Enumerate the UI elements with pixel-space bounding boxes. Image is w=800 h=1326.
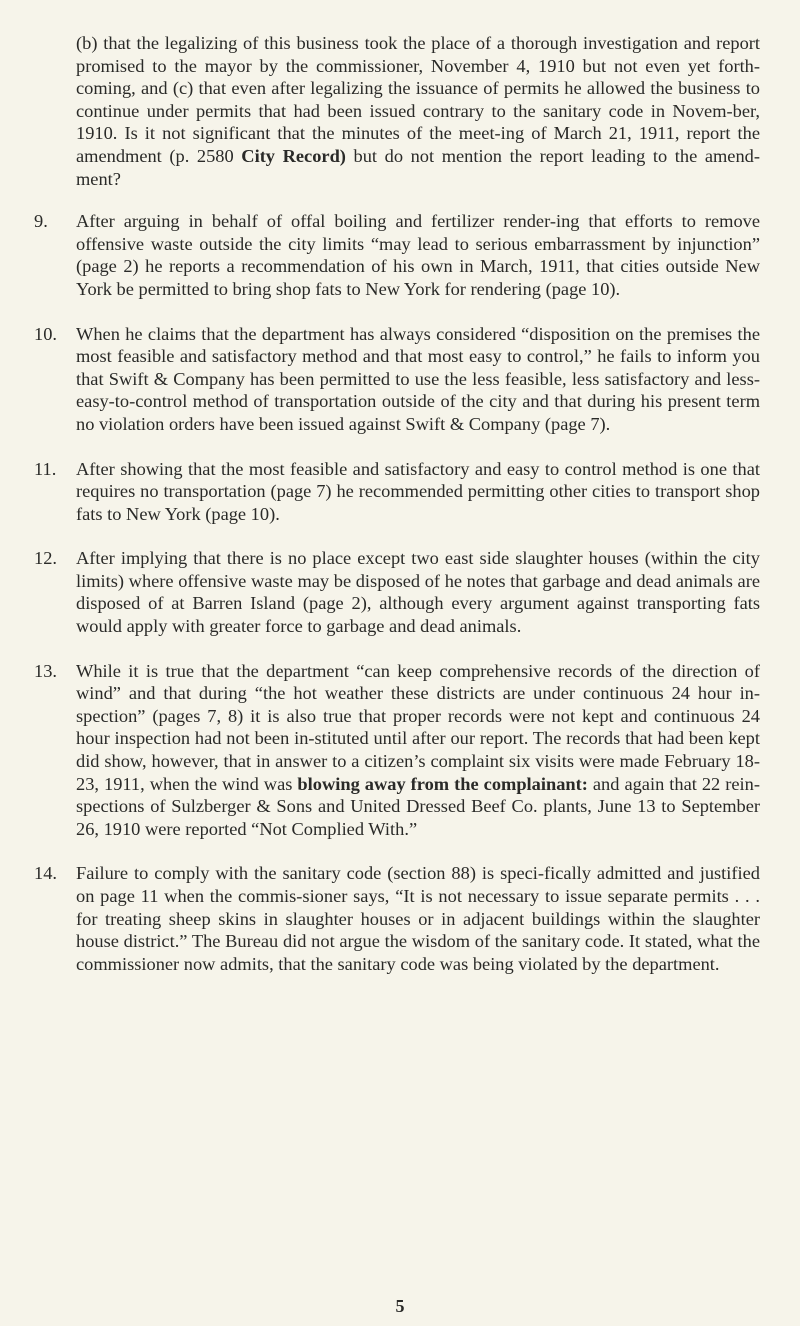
numbered-item-10	[34, 323, 760, 436]
item-number: 10.	[34, 323, 57, 344]
item-text-1: While it is true that the department “can keep comprehensive records of the direction of wind” and that during “the hot weather these districts are under continuous 24 hour in-spection” (pages 7, 8) it is also true that proper records were not kept and continuous 24 hour inspection had not been in-stituted until after our report. The records that had been kept did show, however, that in answer to a citizen’s complaint six visits were made February 18-23, 1911, when the wind was	[76, 660, 760, 794]
numbered-item-11	[34, 458, 760, 526]
item-number: 11.	[34, 458, 57, 479]
item-number: 14.	[34, 863, 57, 884]
item-text: After implying that there is no place except two east side slaughter houses (within the city limits) where offensive waste may be disposed of he notes that garbage and dead animals are disposed of at Barren Island (page 2), although every argument against transporting fats would apply with greater force to garbage and dead animals.	[76, 548, 760, 637]
numbered-item-13	[34, 660, 760, 841]
item-text: When he claims that the department has always considered “disposition on the premises the most feasible and satisfactory method and that most easy to control,” he fails to inform you that Swift & Company has been permitted to use the less feasible, less satisfactory and less-easy-to-control method of transportation outside of the city and that during his present term no violation orders have been issued against Swift & Company (page 7).	[76, 323, 760, 434]
city-record-emphasis: City Record)	[241, 145, 346, 166]
wind-emphasis: blowing away from the complainant:	[297, 773, 588, 794]
item-text: After showing that the most feasible and satisfactory and easy to control method is one that requires no transportation (page 7) he recommended permitting other cities to transport shop fats to New York (page 10).	[76, 458, 760, 524]
numbered-item-9	[34, 210, 760, 300]
item-text-2: and again that 22 rein-spections of Sulzberger & Sons and United Dressed Beef Co. plants, June 13 to September 26, 1910 were reported “Not Complied With.”	[76, 773, 760, 839]
paragraph-b	[76, 32, 760, 190]
item-number: 12.	[34, 548, 57, 569]
numbered-item-14	[34, 862, 760, 975]
page-number: 5	[395, 1296, 405, 1316]
numbered-item-12	[34, 547, 760, 637]
item-text: After arguing in behalf of offal boiling and fertilizer render-ing that efforts to remove offensive waste outside the city limits “may lead to serious embarrassment by injunction” (page 2) he reports a recommendation of his own in March, 1911, that cities outside New York be permitted to bring shop fats to New York for rendering (page 10).	[76, 211, 760, 299]
paragraph-b-text-1: (b) that the legalizing of this business took the place of a thorough investigation and report promised to the mayor by the commissioner, November 4, 1910 but not even yet forth-coming, and (c) that even after legalizing the issuance of permits he allowed the business to continue under permits that had been issued contrary to the sanitary code in Novem-ber, 1910. Is it not significant that the minutes of the meet-ing of March 21, 1911, report the amendment (p. 2580	[76, 33, 760, 166]
item-number: 9.	[34, 211, 48, 232]
item-number: 13.	[34, 660, 57, 681]
item-text: Failure to comply with the sanitary code (section 88) is speci-fically admitted and justified on page 11 when the commis-sioner says, “It is not necessary to issue separate permits . . . for treating sheep skins in slaughter houses or in adjacent buildings within the slaughter house district.” The Bureau did not argue the wisdom of the sanitary code. It stated, what the commissioner now admits, that the sanitary code was being violated by the department.	[76, 863, 760, 974]
paragraph-b-text-2: but do not mention the report leading to the amend-ment?	[76, 145, 760, 189]
